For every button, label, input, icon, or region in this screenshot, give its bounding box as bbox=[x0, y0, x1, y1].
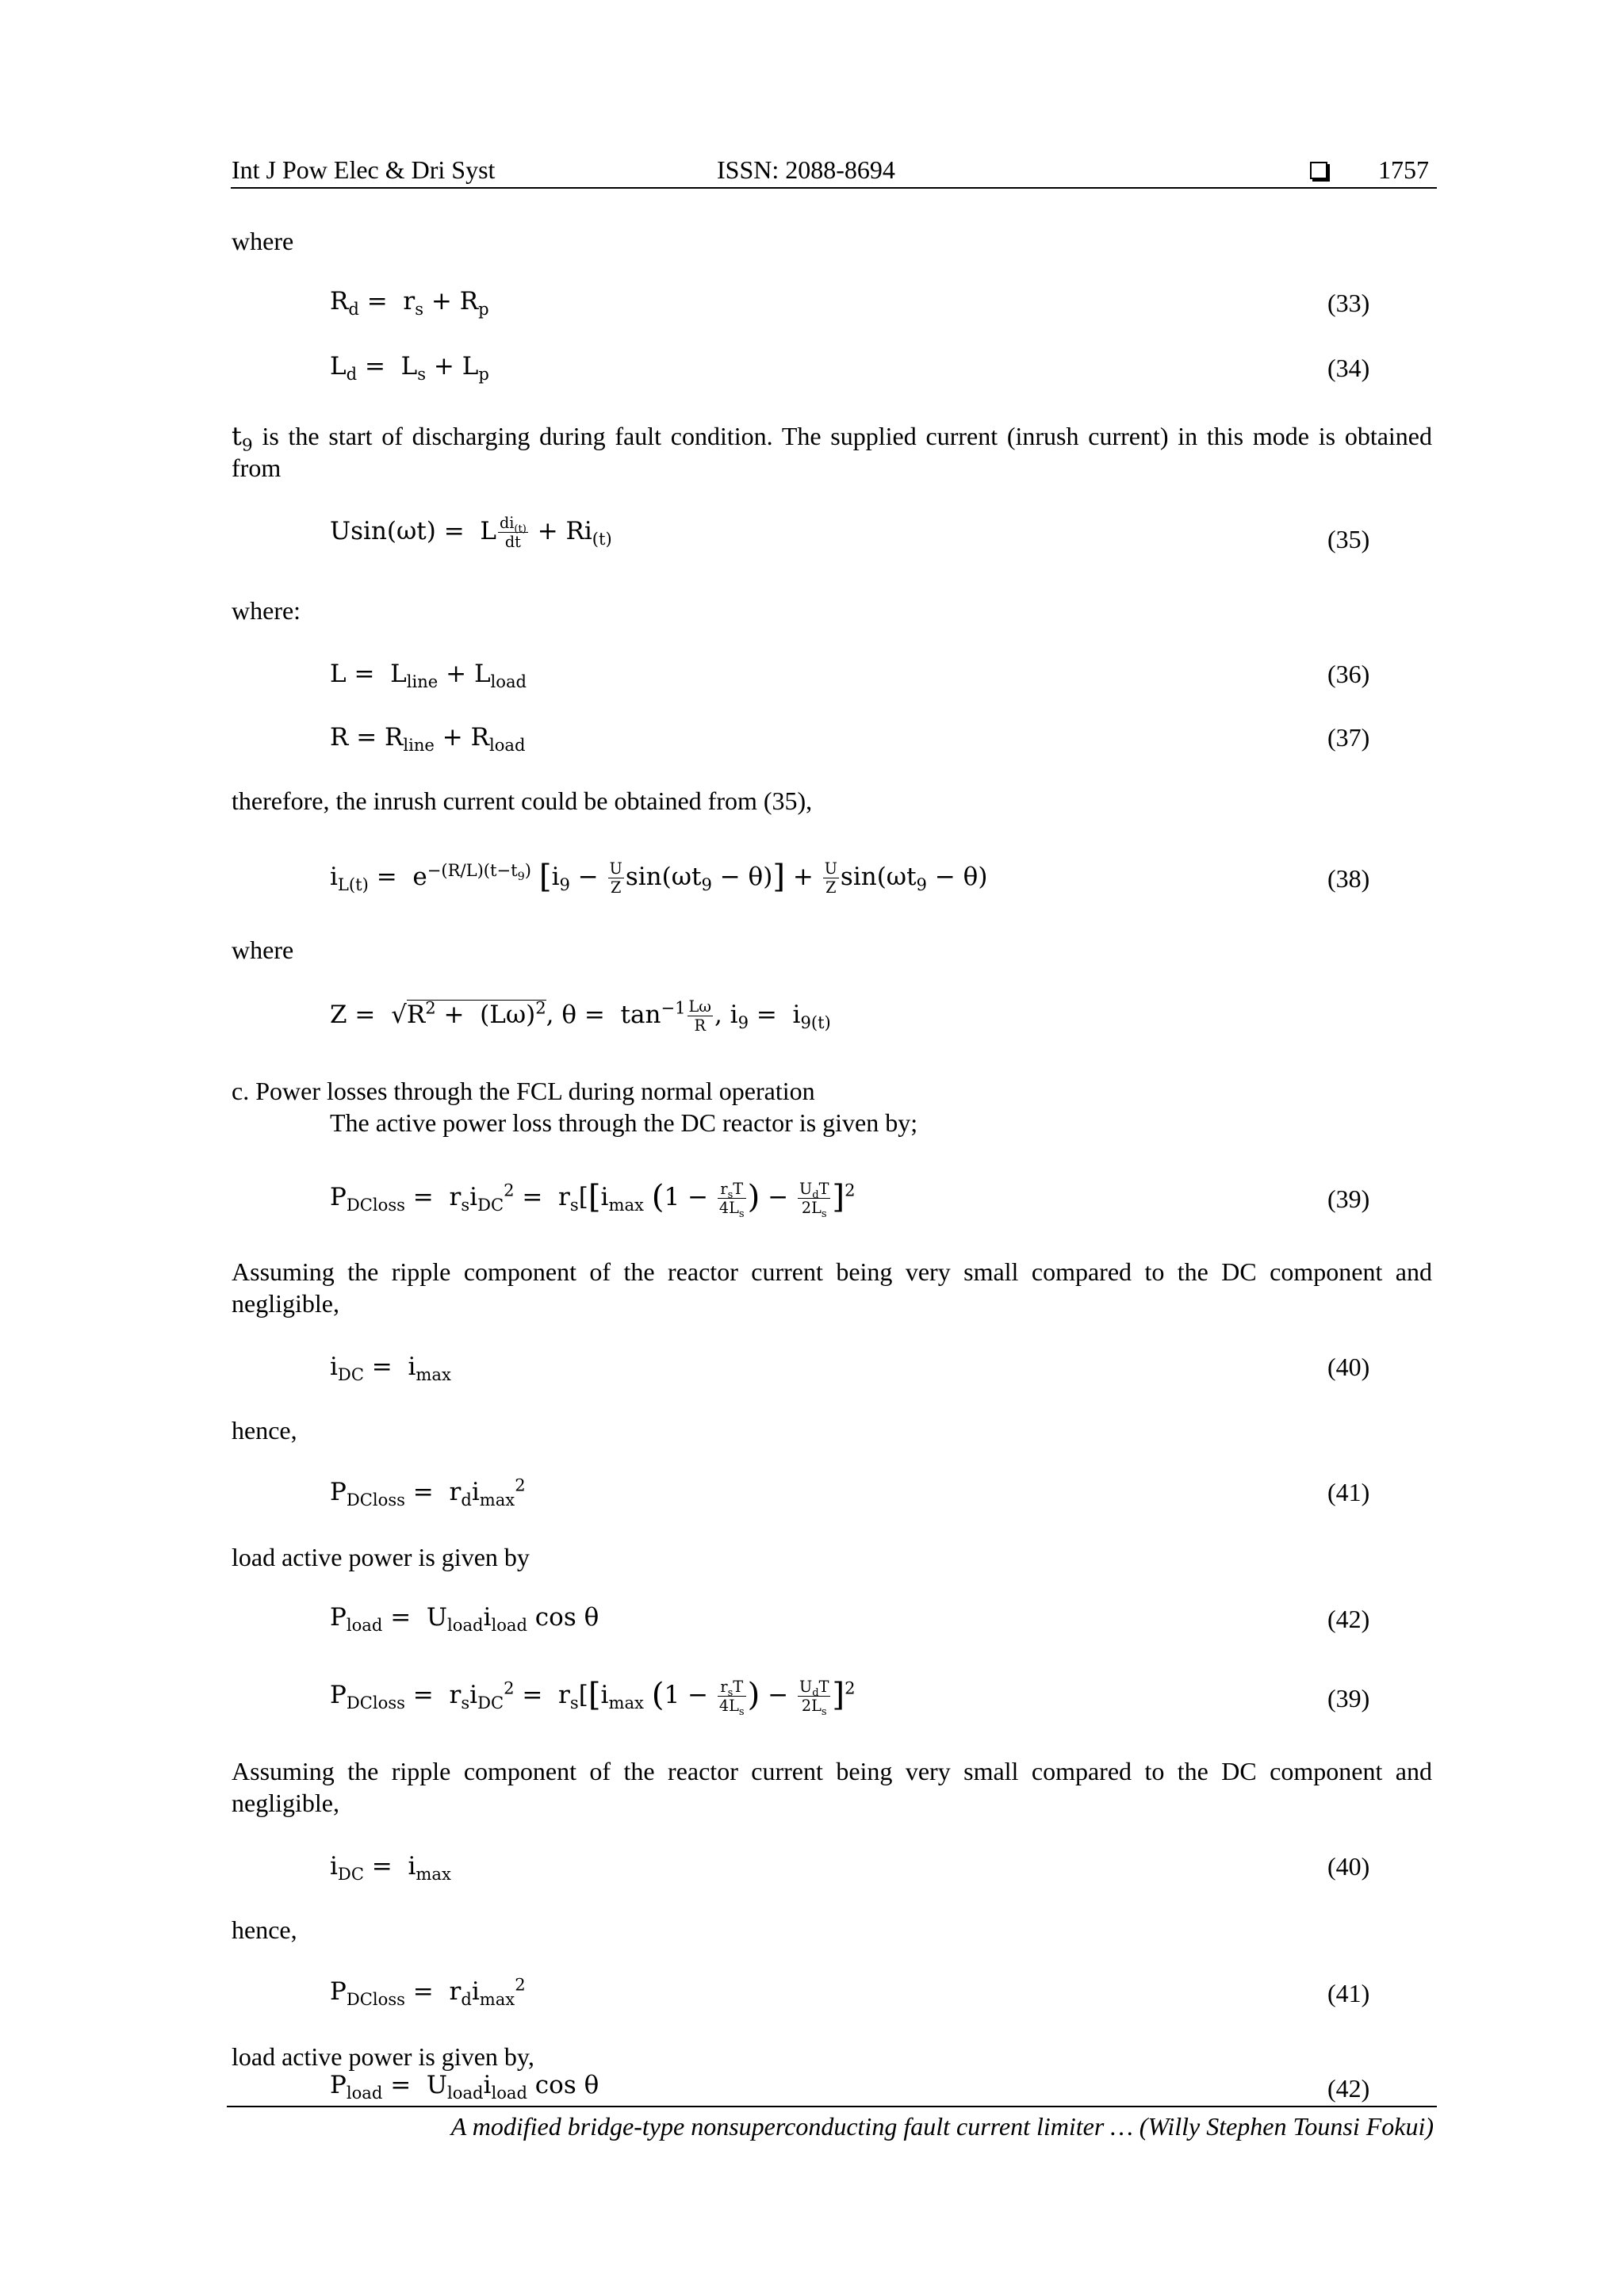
where-2: where: bbox=[232, 596, 301, 625]
footer-citation: A modified bridge-type nonsuperconducting fault current limiter … (Willy Stephen Tounsi Fokui) bbox=[450, 2112, 1434, 2141]
equation-41-b: $P_{DCloss} = r_di_{max}^2$ bbox=[330, 1974, 526, 2010]
equation-41-a: $P_{DCloss} = r_di_{max}^2$ bbox=[330, 1475, 526, 1510]
assuming-text-2: Assuming the ripple component of the reactor current being very small compared to the DC component and negligible, bbox=[232, 1757, 1432, 1817]
equation-42-a: $P_{load} = U_{load}i_{load}$ cos θ bbox=[330, 1603, 599, 1636]
eq-number-34: (34) bbox=[1327, 354, 1370, 382]
header-rule bbox=[231, 187, 1437, 189]
header-box bbox=[1310, 155, 1327, 185]
hence-1: hence, bbox=[232, 1416, 297, 1445]
t9-paragraph-text: is the start of discharging during fault condition. The supplied current (inrush current) in this mode is obtained from bbox=[232, 422, 1433, 482]
where-1: where bbox=[232, 227, 294, 255]
t9-paragraph: $t_9$ is the start of discharging during fault condition. The supplied current (inrush current) in this mode is obtained from bbox=[232, 421, 1433, 482]
page-number: 1757 bbox=[1378, 155, 1429, 184]
journal-name: Int J Pow Elec & Dri Syst bbox=[232, 155, 496, 184]
eq-number-39-b: (39) bbox=[1327, 1684, 1370, 1712]
load-power-text-2: load active power is given by, bbox=[232, 2042, 534, 2071]
eq-number-36: (36) bbox=[1327, 660, 1370, 688]
eq-number-42-a: (42) bbox=[1327, 1605, 1370, 1633]
equation-z-definition: $Z = √R^2 + (L\omega)^2$, $\theta = \tan^{-1}$ $\frac{L\omega}{R}$ , $i_9 = i_{9(t)}$ bbox=[330, 997, 831, 1035]
item-c-heading: c. Power losses through the FCL during normal operation bbox=[232, 1077, 815, 1105]
equation-33: $R_d = r_s + R_p$ bbox=[330, 287, 489, 320]
equation-39-a: $P_{DCloss} = r_si_{DC}^2 = r_s[[i_{max}$ (1 − $\frac{r_sT}{4L_s}$ ) − $\frac{U_dT}{2L_s}$ ]$^2$ bbox=[330, 1178, 856, 1220]
equation-36: $L = L_{line} + L_{load}$ bbox=[330, 660, 527, 692]
eq-number-40-b: (40) bbox=[1327, 1852, 1370, 1881]
eq-number-39-a: (39) bbox=[1327, 1184, 1370, 1213]
eq-number-41-a: (41) bbox=[1327, 1478, 1370, 1506]
eq-number-35: (35) bbox=[1327, 525, 1370, 553]
equation-42-b: $P_{load} = U_{load}i_{load}$ cos θ bbox=[330, 2071, 599, 2103]
footer-rule bbox=[227, 2106, 1437, 2107]
equation-34: $L_d = L_s + L_p$ bbox=[330, 352, 489, 385]
issn: ISSN: 2088-8694 bbox=[717, 155, 895, 184]
eq-number-33: (33) bbox=[1327, 289, 1370, 317]
eq-number-38: (38) bbox=[1327, 864, 1370, 893]
equation-39-b: $P_{DCloss} = r_si_{DC}^2 = r_s[[i_{max}$ (1 − $\frac{r_sT}{4L_s}$ ) − $\frac{U_dT}{2L_s}$ ]$^2$ bbox=[330, 1676, 856, 1718]
equation-40-b: $i_{DC} = i_{max}$ bbox=[330, 1852, 451, 1885]
assuming-text-1: Assuming the ripple component of the reactor current being very small compared to the DC component and negligible, bbox=[232, 1257, 1432, 1318]
hence-2: hence, bbox=[232, 1915, 297, 1944]
eq-number-40-a: (40) bbox=[1327, 1353, 1370, 1381]
equation-40-a: $i_{DC} = i_{max}$ bbox=[330, 1353, 451, 1385]
equation-38: $i_{L(t)} = e^{-(R/L)(t-t_9)}$ [$i_9$ − $\frac{U}{Z}$ $\sin(\omega t_9 - \theta)$] + $\frac{U}{Z}$ $\sin(\omega t_9 - \theta)$ bbox=[330, 858, 988, 897]
eq-number-37: (37) bbox=[1327, 723, 1370, 752]
eq-number-42-b: (42) bbox=[1327, 2074, 1370, 2103]
equation-37: $R = R_{line} + R_{load}$ bbox=[330, 723, 526, 756]
eq-number-41-b: (41) bbox=[1327, 1979, 1370, 2007]
therefore-text: therefore, the inrush current could be obtained from (35), bbox=[232, 786, 813, 815]
load-power-text-1: load active power is given by bbox=[232, 1543, 530, 1571]
equation-35: Usin(ωt) = L $\frac{di_{(t)}}{dt}$ + $Ri_{(t)}$ bbox=[330, 514, 612, 551]
active-loss-text: The active power loss through the DC reactor is given by; bbox=[330, 1108, 918, 1137]
square-bullet-icon bbox=[1310, 162, 1327, 179]
where-3: where bbox=[232, 936, 294, 964]
